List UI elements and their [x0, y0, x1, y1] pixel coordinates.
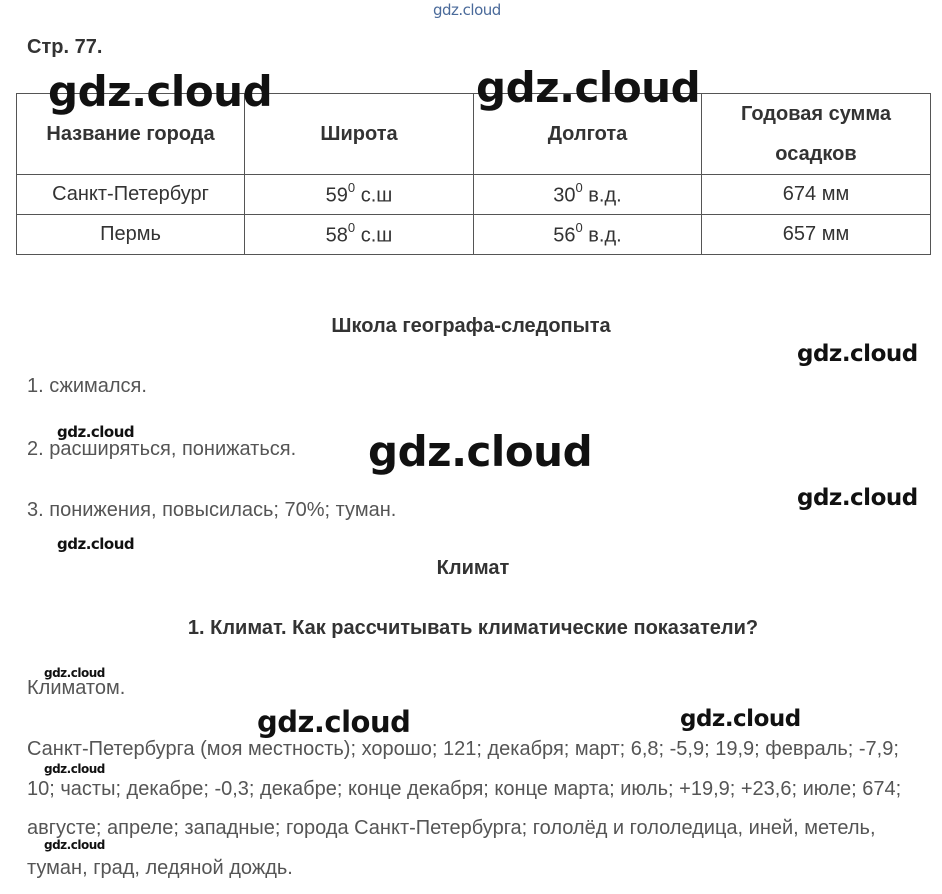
watermark: gdz.cloud: [44, 838, 105, 852]
degree-sup: 0: [347, 219, 356, 235]
watermark: gdz.cloud: [797, 341, 918, 367]
table-row: [17, 215, 931, 255]
city-table: [16, 93, 931, 255]
lon-value: 30: [553, 184, 576, 207]
cell-latitude: [245, 175, 474, 215]
header-precipitation: [702, 94, 931, 175]
section-title-climate: Климат: [436, 557, 510, 579]
watermark: gdz.cloud: [680, 706, 801, 732]
lon-suffix: в.д.: [582, 224, 622, 247]
watermark: gdz.cloud: [368, 427, 593, 476]
degree-sup: 0: [347, 179, 356, 195]
lat-value: 59: [325, 184, 348, 207]
watermark: gdz.cloud: [44, 762, 105, 776]
watermark: gdz.cloud: [48, 67, 273, 116]
lon-value: 56: [553, 224, 576, 247]
header-precipitation-line2: осадков: [775, 143, 857, 165]
watermark: gdz.cloud: [476, 63, 701, 112]
section-title-school: Школа географа-следопыта: [331, 315, 611, 337]
answer-1: 1. сжимался.: [27, 375, 147, 397]
answer-2: 2. расширяться, понижаться.: [27, 438, 297, 460]
watermark: gdz.cloud: [433, 1, 501, 19]
table-row: [17, 175, 931, 215]
watermark: gdz.cloud: [797, 485, 918, 511]
answer-klimatom: Климатом.: [27, 677, 126, 699]
header-longitude: Долгота: [474, 94, 702, 175]
header-latitude: Широта: [245, 94, 474, 175]
cell-precipitation: 657 мм: [702, 215, 931, 255]
answer-paragraph: Санкт-Петербурга (моя местность); хорошо; 121; декабря; март; 6,8; -5,9; 19,9; февраль; -7,9; 10; часты; декабре; -0,3; декабре; конце декабря; конце марта; июль; +19,9; +23,6; июле; 674; августе; апреле; западные; города Санкт-Петербурга; гололёд и гололедица, иней, метель, туман, град, ледяной дождь.: [27, 738, 902, 879]
page-label: Стр. 77.: [27, 36, 103, 58]
watermark: gdz.cloud: [257, 705, 411, 739]
section-title-climate-question: 1. Климат. Как рассчитывать климатические показатели?: [187, 617, 759, 639]
lat-suffix: с.ш: [355, 184, 393, 207]
answer-3: 3. понижения, повысилась; 70%; туман.: [27, 499, 397, 521]
header-precipitation-line1: Годовая сумма: [740, 103, 892, 125]
watermark: gdz.cloud: [57, 423, 135, 441]
cell-city: Санкт-Петербург: [17, 175, 245, 215]
watermark: gdz.cloud: [44, 666, 105, 680]
degree-sup: 0: [575, 179, 583, 195]
cell-longitude: [474, 175, 702, 215]
cell-city: Пермь: [17, 215, 245, 255]
lat-suffix: с.ш: [355, 224, 393, 247]
lon-suffix: в.д.: [582, 184, 622, 207]
watermark: gdz.cloud: [57, 535, 135, 553]
header-city: Название города: [17, 94, 245, 175]
cell-longitude: [474, 215, 702, 255]
lat-value: 58: [325, 224, 348, 247]
degree-sup: 0: [575, 219, 583, 235]
cell-latitude: [245, 215, 474, 255]
cell-precipitation: 674 мм: [702, 175, 931, 215]
